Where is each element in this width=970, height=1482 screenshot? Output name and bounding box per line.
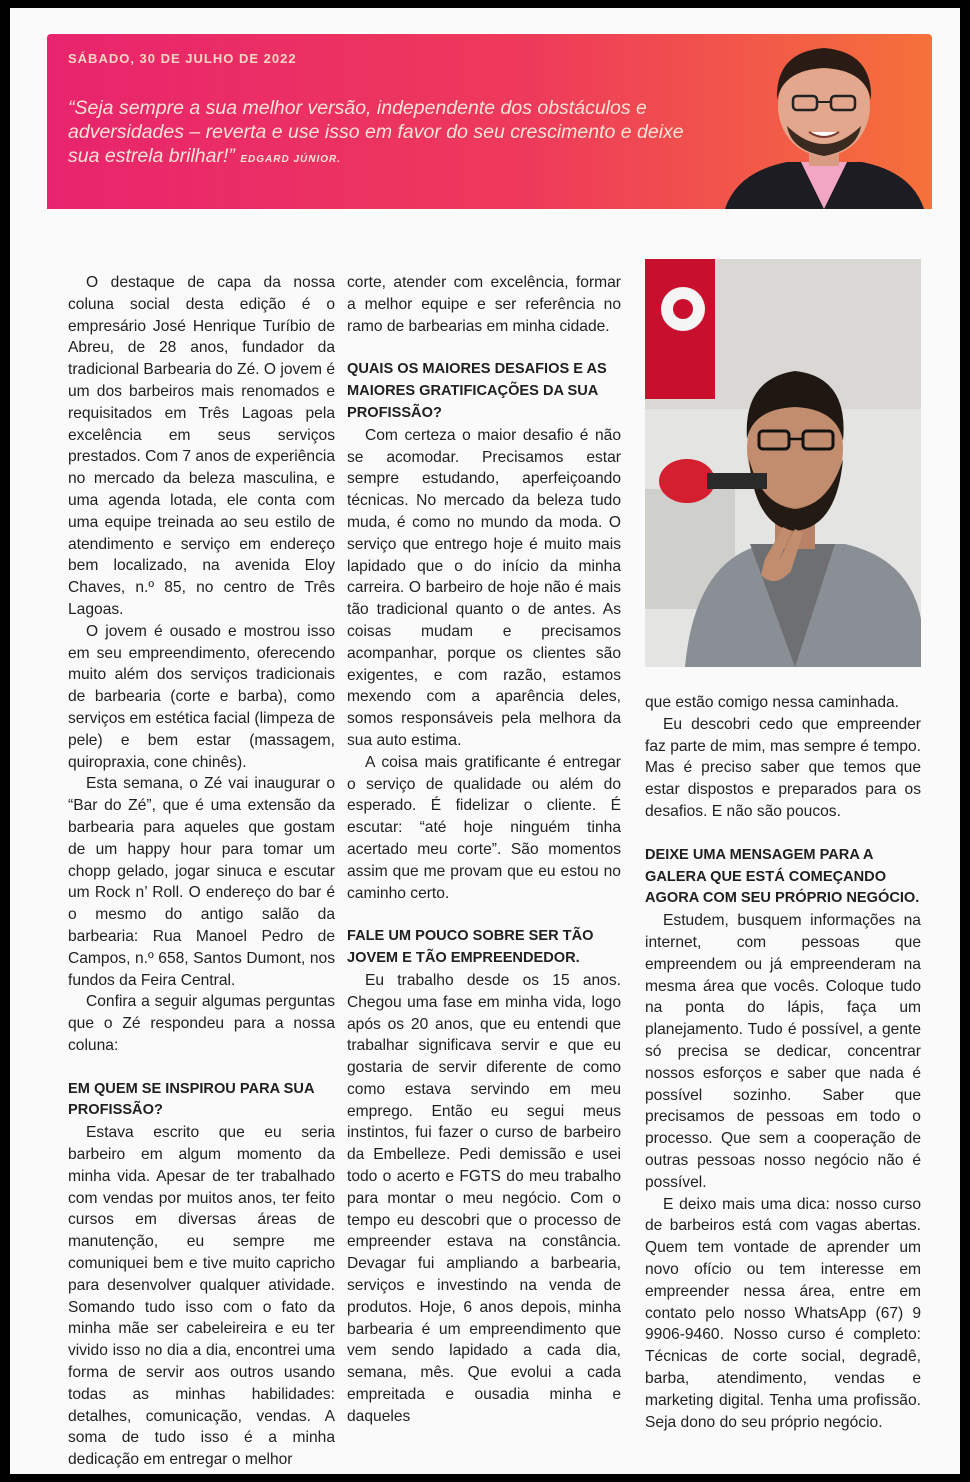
quote-author: EDGARD JÚNIOR. bbox=[240, 154, 342, 165]
quote-text: “Seja sempre a sua melhor versão, independente dos obstáculos e adversidades – reverta e use isso em favor do seu crescimento e deixe sua estrela brilhar!” bbox=[68, 97, 684, 167]
paragraph: Esta semana, o Zé vai inaugurar o “Bar do Zé”, que é uma extensão da barbearia para aqueles que gostam de um happy hour para tomar um chopp gelado, jogar sinuca e escutar um Rock n’ Roll. O endereço do bar é o mesmo do antigo salão da barbearia: Rua Manoel Pedro de Campos, n.º 658, Santos Dumont, nos fundos da Feira Central. bbox=[68, 775, 335, 989]
interviewee-photo bbox=[645, 259, 921, 667]
paragraph: O jovem é ousado e mostrou isso em seu empreendimento, oferecendo muito além dos serviços tradicionais de barbearia (corte e barba), como serviços em estética facial (limpeza de pele) e bem estar (massagem, quiropraxia, cone chinês). bbox=[68, 622, 335, 771]
paragraph: Confira a seguir algumas perguntas que o Zé respondeu para a nossa coluna: bbox=[68, 993, 335, 1054]
interview-question: QUAIS OS MAIORES DESAFIOS E AS MAIORES GRATIFICAÇÕES DA SUA PROFISSÃO? bbox=[347, 361, 607, 421]
article-column-2 bbox=[347, 272, 621, 1428]
interview-question: FALE UM POUCO SOBRE SER TÃO JOVEM E TÃO EMPREENDEDOR. bbox=[347, 928, 594, 967]
paragraph: corte, atender com excelência, formar a melhor equipe e ser referência no ramo de barbearias em minha cidade. bbox=[347, 274, 621, 335]
interview-question: DEIXE UMA MENSAGEM PARA A GALERA QUE ESTÁ COMEÇANDO AGORA COM SEU PRÓPRIO NEGÓCIO. bbox=[645, 846, 920, 907]
paragraph: Eu trabalho desde os 15 anos. Chegou uma fase em minha vida, logo após os 20 anos, que eu entendi que trabalhar significava servir e que eu gostaria de servir diferente de como como estava servindo em meu emprego. Então eu segui meus instintos, fui fazer o curso de barbeiro da Embelleze. Pedi demissão e usei todo o acerto e FGTS do meu trabalho para montar o meu negócio. Com o tempo eu descobri que o processo de empreender estava na constância. Devagar fui ampliando a barbearia, serviços e investindo na venda de produtos. Hoje, 6 anos depois, minha barbearia é um empreendimento que vem sendo lapidado a cada dia, semana, mês. Que evolui a cada empreitada e ousadia minha e daqueles bbox=[347, 971, 621, 1425]
paragraph: Estava escrito que eu seria barbeiro em algum momento da minha vida. Apesar de ter trabalhado com vendas por muitos anos, ter feito cursos em diversas áreas de manutenção, eu sempre me comuniquei bem e tive muito capricho para desenvolver qualquer atividade. Somando tudo isso com o fato da minha mãe ser cabeleireira e eu ter vivido isso no dia a dia, encontrei uma forma de servir aos outros usando todas as minhas habilidades: detalhes, comunicação, vendas. A soma de tudo isso é a minha dedicação em entregar o melhor bbox=[68, 1124, 335, 1469]
interview-question: EM QUEM SE INSPIROU PARA SUA PROFISSÃO? bbox=[68, 1080, 314, 1119]
article-column-1 bbox=[68, 272, 335, 1471]
paragraph: O destaque de capa da nossa coluna social desta edição é o empresário José Henrique Turíbio de Abreu, de 28 anos, fundador da tradicional Barbearia do Zé. O jovem é um dos barbeiros mais renomados e requisitados em Três Lagoas pela excelência em seus serviços prestados. Com 7 anos de experiência no mercado da beleza masculina, e uma agenda lotada, ele conta com uma equipe treinada ao seu estilo de atendimento e serviço em endereço bem localizado, na avenida Eloy Chaves, n.º 85, no centro de Três Lagoas. bbox=[68, 274, 335, 618]
paragraph: Estudem, busquem informações na internet, com pessoas que empreendem ou já empreenderam na mesma área que vocês. Coloque tudo na ponta do lápis, faça um planejamento. Tudo é possível, a gente só precisa se dedicar, concentrar nossos esforços e saber que nada é possível sozinho. Saber que precisamos de pessoas em todo o processo. Que sem a cooperação de outras pessoas nosso negócio não é possível. bbox=[645, 912, 921, 1191]
header-banner bbox=[47, 34, 932, 209]
paragraph: A coisa mais gratificante é entregar o serviço de qualidade ou além do esperado. É fidelizar o cliente. É escutar: “até hoje ninguém tinha acertado meu corte”. São momentos assim que me provam que eu estou no caminho certo. bbox=[347, 753, 621, 902]
article-column-3 bbox=[645, 692, 921, 1433]
paragraph: E deixo mais uma dica: nosso curso de barbeiros está com vagas abertas. Quem tem vontade de aprender um novo ofício ou tem interesse em empreender nessa área, entre em contato pelo nosso WhatsApp (67) 9 9906-9460. Nosso curso é completo: Técnicas de corte social, degradê, barba, atendimento, vendas e marketing digital. Tenha uma profissão. Seja dono do seu próprio negócio. bbox=[645, 1195, 921, 1431]
paragraph: Eu descobri cedo que empreender faz parte de mim, mas sempre é tempo. Mas é preciso saber que temos que estar dispostos e preparados para os desafios. E não são poucos. bbox=[645, 715, 921, 820]
publication-date: SÁBADO, 30 DE JULHO DE 2022 bbox=[68, 51, 297, 66]
columnist-portrait bbox=[717, 34, 932, 209]
paragraph: Com certeza o maior desafio é não se acomodar. Precisamos estar sempre estudando, aperfeiçoando técnicas. No mercado da beleza tudo muda, é como no mundo da moda. O serviço que entrego hoje é muito mais lapidado que o do início da minha carreira. O barbeiro de hoje não é mais tão tradicional quanto o de antes. As coisas mudam e precisamos acompanhar, porque os clientes são exigentes, e com razão, estamos mexendo com a aparência deles, somos responsáveis pela melhora da sua auto estima. bbox=[347, 426, 621, 749]
header-quote bbox=[68, 96, 708, 172]
paragraph: que estão comigo nessa caminhada. bbox=[645, 694, 899, 711]
newspaper-page bbox=[10, 8, 960, 1474]
